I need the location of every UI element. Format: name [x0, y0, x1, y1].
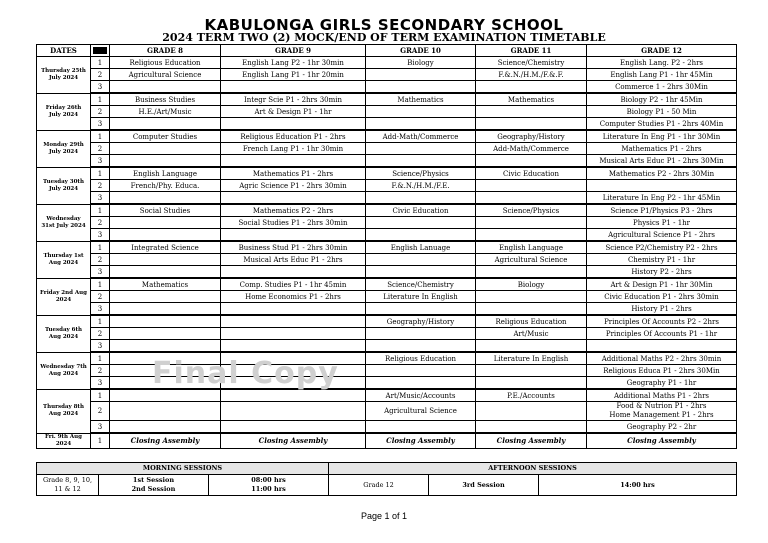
exam-cell: Integr Scie P1 - 2hrs 30min — [221, 93, 366, 106]
exam-date: Thursday 1st Aug 2024 — [37, 241, 91, 278]
session-number: 2 — [91, 69, 110, 81]
exam-cell: Business Stud P1 - 2hrs 30min — [221, 241, 366, 254]
exam-cell — [366, 421, 476, 434]
session-number: 1 — [91, 278, 110, 291]
exam-cell: Science/Chemistry — [366, 278, 476, 291]
exam-cell: Geography P2 - 2hr — [587, 421, 737, 434]
exam-cell — [476, 421, 587, 434]
table-row — [37, 81, 737, 94]
exam-cell: Religious Education — [476, 315, 587, 328]
exam-cell — [110, 266, 221, 279]
exam-cell: Art/Music — [476, 328, 587, 340]
exam-date: Tuesday 30th July 2024 — [37, 167, 91, 204]
exam-cell: English Lang P2 - 1hr 30min — [221, 57, 366, 69]
exam-cell — [110, 254, 221, 266]
exam-cell: Mathematics P2 - 2hrs 30Min — [587, 167, 737, 180]
exam-cell: F.&.N./H.M./F.&.F. — [476, 69, 587, 81]
exam-cell: P.E./Accounts — [476, 389, 587, 402]
exam-date: Thursday 25th July 2024 — [37, 57, 91, 94]
exam-cell: Agricultural Science — [476, 254, 587, 266]
exam-cell: English Lang P1 - 1hr 45Min — [587, 69, 737, 81]
exam-cell — [587, 180, 737, 192]
exam-cell: Chemistry P1 - 1hr — [587, 254, 737, 266]
afternoon-grade: Grade 12 — [329, 475, 429, 496]
session-number: 2 — [91, 402, 110, 421]
exam-cell: English Language — [476, 241, 587, 254]
exam-cell — [110, 315, 221, 328]
session-number: 1 — [91, 167, 110, 180]
exam-cell — [476, 402, 587, 421]
exam-cell — [366, 340, 476, 353]
exam-cell: Science/Physics — [366, 167, 476, 180]
table-row — [37, 278, 737, 291]
session-number: 2 — [91, 106, 110, 118]
session-number: 3 — [91, 303, 110, 316]
exam-cell — [110, 229, 221, 242]
exam-cell — [221, 155, 366, 168]
exam-date: Friday 2nd Aug 2024 — [37, 278, 91, 315]
closing-assembly-cell: Closing Assembly — [587, 433, 737, 448]
exam-cell — [476, 118, 587, 131]
exam-cell: Biology — [476, 278, 587, 291]
exam-cell: Home Economics P1 - 2hrs — [221, 291, 366, 303]
session-number: 2 — [91, 365, 110, 377]
table-row — [37, 57, 737, 69]
session-number: 2 — [91, 143, 110, 155]
exam-cell: Business Studies — [110, 93, 221, 106]
exam-cell: Literature In Eng P2 - 1hr 45Min — [587, 192, 737, 205]
exam-cell — [221, 328, 366, 340]
morning-session-names — [99, 475, 209, 496]
session-header-block — [93, 47, 107, 54]
table-row — [37, 69, 737, 81]
session-number: 3 — [91, 118, 110, 131]
exam-cell — [110, 340, 221, 353]
exam-cell: Geography/History — [476, 130, 587, 143]
exam-cell: Science/Physics — [476, 204, 587, 217]
exam-cell: Comp. Studies P1 - 1hr 45min — [221, 278, 366, 291]
header-grade-8: GRADE 8 — [110, 45, 221, 57]
exam-cell — [110, 291, 221, 303]
table-row — [37, 155, 737, 168]
exam-cell — [476, 192, 587, 205]
session-number: 1 — [91, 389, 110, 402]
exam-cell: English Language — [110, 167, 221, 180]
table-row — [37, 402, 737, 421]
exam-cell: Art/Music/Accounts — [366, 389, 476, 402]
exam-date: Wednesday 31st July 2024 — [37, 204, 91, 241]
exam-cell: English Lang P1 - 1hr 20min — [221, 69, 366, 81]
morning-grades: Grade 8, 9, 10, 11 & 12 — [37, 475, 99, 496]
exam-cell — [221, 315, 366, 328]
exam-cell: Science P1/Physics P3 - 2hrs — [587, 204, 737, 217]
table-row — [37, 421, 737, 434]
session-number: 3 — [91, 421, 110, 434]
exam-cell — [366, 328, 476, 340]
exam-date: Wednesday 7th Aug 2024 — [37, 352, 91, 389]
exam-cell: Commerce 1 - 2hrs 30Min — [587, 81, 737, 94]
timetable-body — [37, 57, 737, 449]
third-session-time: 14:00 hrs — [539, 475, 737, 496]
table-row — [37, 204, 737, 217]
timetable-subtitle: 2024 TERM TWO (2) MOCK/END OF TERM EXAMINATION TIMETABLE — [162, 31, 606, 44]
exam-cell: Mathematics — [366, 93, 476, 106]
closing-assembly-cell: Closing Assembly — [476, 433, 587, 448]
exam-cell — [366, 266, 476, 279]
third-session-label: 3rd Session — [429, 475, 539, 496]
exam-cell — [221, 421, 366, 434]
table-row — [37, 377, 737, 390]
session-number: 3 — [91, 229, 110, 242]
school-name: KABULONGA GIRLS SECONDARY SCHOOL — [204, 16, 564, 34]
exam-cell: Biology P2 - 1hr 45Min — [587, 93, 737, 106]
session-number: 1 — [91, 352, 110, 365]
table-row — [37, 192, 737, 205]
table-row — [37, 315, 737, 328]
table-row — [37, 180, 737, 192]
exam-cell: F.&.N./H.M./F.E. — [366, 180, 476, 192]
afternoon-sessions-title: AFTERNOON SESSIONS — [329, 463, 737, 475]
session-number: 2 — [91, 254, 110, 266]
session-number: 3 — [91, 155, 110, 168]
session-number: 1 — [91, 204, 110, 217]
exam-cell — [366, 143, 476, 155]
exam-cell — [476, 266, 587, 279]
exam-date: Monday 29th July 2024 — [37, 130, 91, 167]
exam-cell: Literature In Eng P1 - 1hr 30Min — [587, 130, 737, 143]
table-row — [37, 365, 737, 377]
exam-cell — [221, 303, 366, 316]
exam-cell: Religious Educa P1 - 2hrs 30Min — [587, 365, 737, 377]
morning-session-times — [209, 475, 329, 496]
exam-cell: Religious Education P1 - 2hrs — [221, 130, 366, 143]
exam-cell — [476, 217, 587, 229]
exam-date: Tuesday 6th Aug 2024 — [37, 315, 91, 352]
session-number: 2 — [91, 217, 110, 229]
exam-cell: Add-Math/Commerce — [476, 143, 587, 155]
exam-cell: Additional Maths P1 - 2hrs — [587, 389, 737, 402]
table-row — [37, 118, 737, 131]
exam-cell — [366, 118, 476, 131]
session-number: 2 — [91, 328, 110, 340]
exam-cell: Literature In English — [366, 291, 476, 303]
exam-cell — [476, 180, 587, 192]
exam-cell — [110, 328, 221, 340]
exam-cell: Science P2/Chemistry P2 - 2hrs — [587, 241, 737, 254]
table-row — [37, 266, 737, 279]
second-session-time: 11:00 hrs — [251, 485, 286, 493]
session-number: 3 — [91, 340, 110, 353]
exam-cell — [366, 303, 476, 316]
table-row — [37, 291, 737, 303]
session-number: 1 — [91, 241, 110, 254]
exam-cell: Biology — [366, 57, 476, 69]
exam-cell: French/Phy. Educa. — [110, 180, 221, 192]
exam-cell — [366, 106, 476, 118]
exam-cell — [110, 192, 221, 205]
table-row — [37, 389, 737, 402]
exam-cell — [221, 402, 366, 421]
page-footer: Page 1 of 1 — [360, 511, 408, 521]
exam-cell: Literature In English — [476, 352, 587, 365]
exam-cell: Social Studies P1 - 2hrs 30min — [221, 217, 366, 229]
exam-cell: French Lang P1 - 1hr 30min — [221, 143, 366, 155]
exam-cell — [366, 192, 476, 205]
exam-cell — [366, 365, 476, 377]
exam-cell — [476, 340, 587, 353]
closing-date: Fri. 9th Aug 2024 — [37, 433, 91, 448]
table-header-row — [37, 45, 737, 57]
exam-cell — [110, 217, 221, 229]
exam-cell: Geography/History — [366, 315, 476, 328]
table-row — [37, 143, 737, 155]
exam-cell: Agricultural Science — [110, 69, 221, 81]
table-row — [37, 106, 737, 118]
exam-cell — [366, 217, 476, 229]
exam-cell: Civic Education — [476, 167, 587, 180]
table-row — [37, 167, 737, 180]
exam-cell: History P2 - 2hrs — [587, 266, 737, 279]
table-row — [37, 340, 737, 353]
closing-assembly-cell: Closing Assembly — [221, 433, 366, 448]
exam-cell: Social Studies — [110, 204, 221, 217]
exam-cell: Art & Design P1 - 1hr 30Min — [587, 278, 737, 291]
session-number: 1 — [91, 130, 110, 143]
exam-cell — [366, 229, 476, 242]
header-grade-12: GRADE 12 — [587, 45, 737, 57]
session-number: 3 — [91, 377, 110, 390]
session-number: 1 — [91, 57, 110, 69]
exam-cell: History P1 - 2hrs — [587, 303, 737, 316]
exam-cell: Agricultural Science P1 - 2hrs — [587, 229, 737, 242]
session-number: 2 — [91, 180, 110, 192]
exam-cell: Mathematics P1 - 2hrs — [221, 167, 366, 180]
table-row — [37, 93, 737, 106]
exam-cell — [110, 421, 221, 434]
table-row — [37, 130, 737, 143]
first-session-label: 1st Session — [132, 476, 175, 484]
second-session-label: 2nd Session — [131, 485, 176, 493]
exam-cell: Science/Chemistry — [476, 57, 587, 69]
exam-cell: Civic Education P1 - 2hrs 30min — [587, 291, 737, 303]
exam-cell — [221, 192, 366, 205]
sessions-detail-row — [37, 475, 737, 496]
header-dates: DATES — [37, 45, 91, 57]
exam-cell — [110, 143, 221, 155]
exam-cell — [110, 81, 221, 94]
exam-cell: Additional Maths P2 - 2hrs 30min — [587, 352, 737, 365]
table-row — [37, 254, 737, 266]
table-row — [37, 217, 737, 229]
exam-cell: Civic Education — [366, 204, 476, 217]
exam-cell — [110, 118, 221, 131]
exam-cell: H.E./Art/Music — [110, 106, 221, 118]
exam-cell: Agric Science P1 - 2hrs 30min — [221, 180, 366, 192]
exam-cell — [221, 229, 366, 242]
exam-cell: Add-Math/Commerce — [366, 130, 476, 143]
closing-session: 1 — [91, 433, 110, 448]
exam-cell: Food & Nutrion P1 - 2hrs Home Management P1 - 2hrs — [587, 402, 737, 421]
closing-assembly-cell: Closing Assembly — [110, 433, 221, 448]
exam-cell: Religious Education — [110, 57, 221, 69]
session-number: 3 — [91, 192, 110, 205]
exam-cell — [366, 69, 476, 81]
exam-cell — [366, 254, 476, 266]
exam-cell — [366, 155, 476, 168]
session-number: 3 — [91, 266, 110, 279]
session-number: 1 — [91, 93, 110, 106]
exam-cell: Principles Of Accounts P2 - 2hrs — [587, 315, 737, 328]
table-row — [37, 303, 737, 316]
exam-cell: Mathematics P2 - 2hrs — [221, 204, 366, 217]
exam-cell: Mathematics — [110, 278, 221, 291]
exam-cell — [221, 118, 366, 131]
sessions-header-row — [37, 463, 737, 475]
session-number: 2 — [91, 291, 110, 303]
exam-cell: Geography P1 - 1hr — [587, 377, 737, 390]
exam-cell: Biology P1 - 50 Min — [587, 106, 737, 118]
closing-assembly-cell: Closing Assembly — [366, 433, 476, 448]
exam-cell — [476, 155, 587, 168]
exam-date: Friday 26th July 2024 — [37, 93, 91, 130]
exam-cell: Art & Design P1 - 1hr — [221, 106, 366, 118]
exam-cell — [110, 303, 221, 316]
exam-cell: Computer Studies — [110, 130, 221, 143]
exam-cell: Computer Studies P1 - 2hrs 40Min — [587, 118, 737, 131]
exam-cell — [587, 340, 737, 353]
closing-row — [37, 433, 737, 448]
exam-cell: Mathematics P1 - 2hrs — [587, 143, 737, 155]
final-copy-watermark: Final Copy — [152, 356, 339, 391]
exam-cell: Integrated Science — [110, 241, 221, 254]
exam-date: Thursday 8th Aug 2024 — [37, 389, 91, 433]
exam-cell: Musical Arts Educ P1 - 2hrs 30Min — [587, 155, 737, 168]
exam-cell — [221, 340, 366, 353]
session-number: 1 — [91, 315, 110, 328]
table-row — [37, 229, 737, 242]
morning-sessions-title: MORNING SESSIONS — [37, 463, 329, 475]
exam-cell — [366, 81, 476, 94]
exam-timetable — [36, 44, 737, 449]
table-row — [37, 352, 737, 365]
exam-cell — [476, 229, 587, 242]
exam-cell: Mathematics — [476, 93, 587, 106]
exam-cell: Physics P1 - 1hr — [587, 217, 737, 229]
exam-cell — [476, 303, 587, 316]
exam-cell: Religious Education — [366, 352, 476, 365]
exam-cell — [110, 155, 221, 168]
table-row — [37, 328, 737, 340]
exam-cell: Principles Of Accounts P1 - 1hr — [587, 328, 737, 340]
exam-cell — [476, 365, 587, 377]
header-grade-11: GRADE 11 — [476, 45, 587, 57]
exam-cell — [221, 266, 366, 279]
exam-cell: English Lanuage — [366, 241, 476, 254]
exam-cell: Agricultural Science — [366, 402, 476, 421]
exam-cell: English Lang. P2 - 2hrs — [587, 57, 737, 69]
exam-cell — [476, 81, 587, 94]
first-session-time: 08:00 hrs — [251, 476, 286, 484]
exam-cell — [476, 377, 587, 390]
header-grade-10: GRADE 10 — [366, 45, 476, 57]
exam-cell — [221, 81, 366, 94]
sessions-table — [36, 462, 737, 496]
exam-cell — [476, 106, 587, 118]
exam-cell — [110, 402, 221, 421]
header-session — [91, 45, 110, 57]
header-grade-9: GRADE 9 — [221, 45, 366, 57]
exam-cell — [366, 377, 476, 390]
exam-cell: Musical Arts Educ P1 - 2hrs — [221, 254, 366, 266]
exam-cell — [476, 291, 587, 303]
session-number: 3 — [91, 81, 110, 94]
table-row — [37, 241, 737, 254]
